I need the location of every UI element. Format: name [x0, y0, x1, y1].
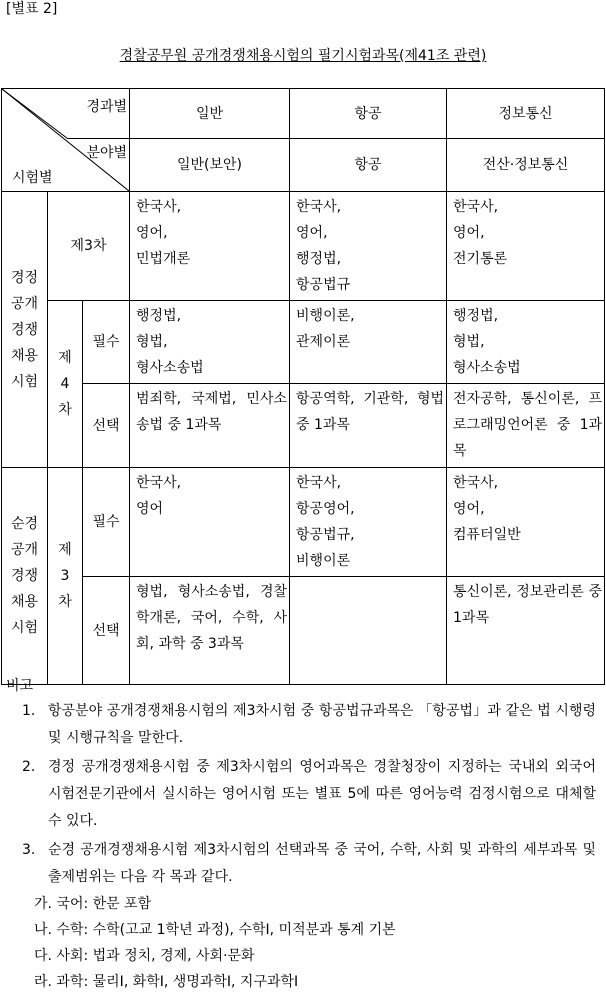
column-category: 정보통신	[447, 89, 605, 139]
required-label: 필수	[83, 301, 130, 384]
notes-heading: 비고	[6, 678, 34, 694]
subject-cell: 한국사, 영어	[130, 468, 290, 577]
note-number: 1.	[22, 703, 36, 719]
elective-label: 선택	[83, 577, 130, 685]
corner-label-top: 경과별	[86, 99, 128, 115]
corner-label-bottom: 시험별	[12, 170, 53, 186]
subject-cell: 통신이론, 정보관리론 중 1과목	[447, 577, 605, 685]
note-text: 경정 공개경쟁채용시험 중 제3차시험의 영어과목은 경찰청장이 지정하는 국내외 외국어 시험전문기관에서 실시하는 영어시험 또는 별표 5에 따른 영어능력 검정시험으로 대체할 수 있다.	[48, 759, 596, 829]
note-subitem: 나. 수학: 수학(고교 1학년 과정), 수학Ⅰ, 미적분과 통계 기본	[34, 922, 396, 938]
note-subitem: 가. 국어: 한문 포함	[34, 896, 152, 912]
corner-header-cell	[2, 89, 130, 192]
subject-cell: 한국사, 영어, 민법개론	[130, 192, 290, 301]
note-number: 3.	[22, 842, 36, 858]
note-number: 2.	[22, 759, 36, 775]
exam-subjects-table	[1, 88, 605, 685]
appendix-ref-label: [별표 2]	[6, 1, 58, 17]
page-title: 경찰공무원 공개경쟁채용시험의 필기시험과목(제41조 관련)	[119, 48, 487, 64]
notes-section	[6, 676, 602, 995]
note-item	[6, 698, 602, 752]
subject-cell: 범죄학, 국제법, 민사소송법 중 1과목	[130, 384, 290, 468]
subject-cell: 비행이론, 관제이론	[290, 301, 447, 384]
group-label: 순경 공개 경쟁 채용 시험	[2, 468, 48, 685]
subject-cell: 행정법, 형법, 형사소송법	[130, 301, 290, 384]
group-label: 경정 공개 경쟁 채용 시험	[2, 192, 48, 468]
subject-cell: 한국사, 항공영어, 항공법규, 비행이론	[290, 468, 447, 577]
subject-cell	[290, 577, 447, 685]
note-subitem: 라. 과학: 물리Ⅰ, 화학Ⅰ, 생명과학Ⅰ, 지구과학Ⅰ	[34, 974, 299, 990]
subject-cell: 한국사, 영어, 컴퓨터일반	[447, 468, 605, 577]
column-category: 일반	[130, 89, 290, 139]
round-label: 제3차	[48, 192, 130, 301]
column-category: 항공	[290, 89, 447, 139]
corner-label-middle: 분야별	[86, 145, 128, 161]
round-label: 제 3 차	[48, 468, 83, 685]
note-text: 항공분야 공개경쟁채용시험의 제3차시험 중 항공법규과목은 「항공법」과 같은 법 시행령 및 시행규칙을 말한다.	[48, 703, 596, 746]
required-label: 필수	[83, 468, 130, 577]
round-label: 제 4 차	[48, 301, 83, 468]
subject-cell: 한국사, 영어, 행정법, 항공법규	[290, 192, 447, 301]
note-item	[6, 754, 602, 835]
elective-label: 선택	[83, 384, 130, 468]
subject-cell: 한국사, 영어, 전기통론	[447, 192, 605, 301]
subject-cell: 형법, 형사소송법, 경찰학개론, 국어, 수학, 사회, 과학 중 3과목	[130, 577, 290, 685]
column-field: 전산·정보통신	[447, 139, 605, 192]
column-field: 일반(보안)	[130, 139, 290, 192]
note-item	[6, 837, 602, 891]
column-field: 항공	[290, 139, 447, 192]
subject-cell: 전자공학, 통신이론, 프로그래밍언어론 중 1과목	[447, 384, 605, 468]
note-subitem: 다. 사회: 법과 정치, 경제, 사회·문화	[34, 948, 255, 964]
note-text: 순경 공개경쟁채용시험 제3차시험의 선택과목 중 국어, 수학, 사회 및 과학의 세부과목 및 출제범위는 다음 각 목과 같다.	[48, 842, 596, 885]
subject-cell: 행정법, 형법, 형사소송법	[447, 301, 605, 384]
subject-cell: 항공역학, 기관학, 형법 중 1과목	[290, 384, 447, 468]
